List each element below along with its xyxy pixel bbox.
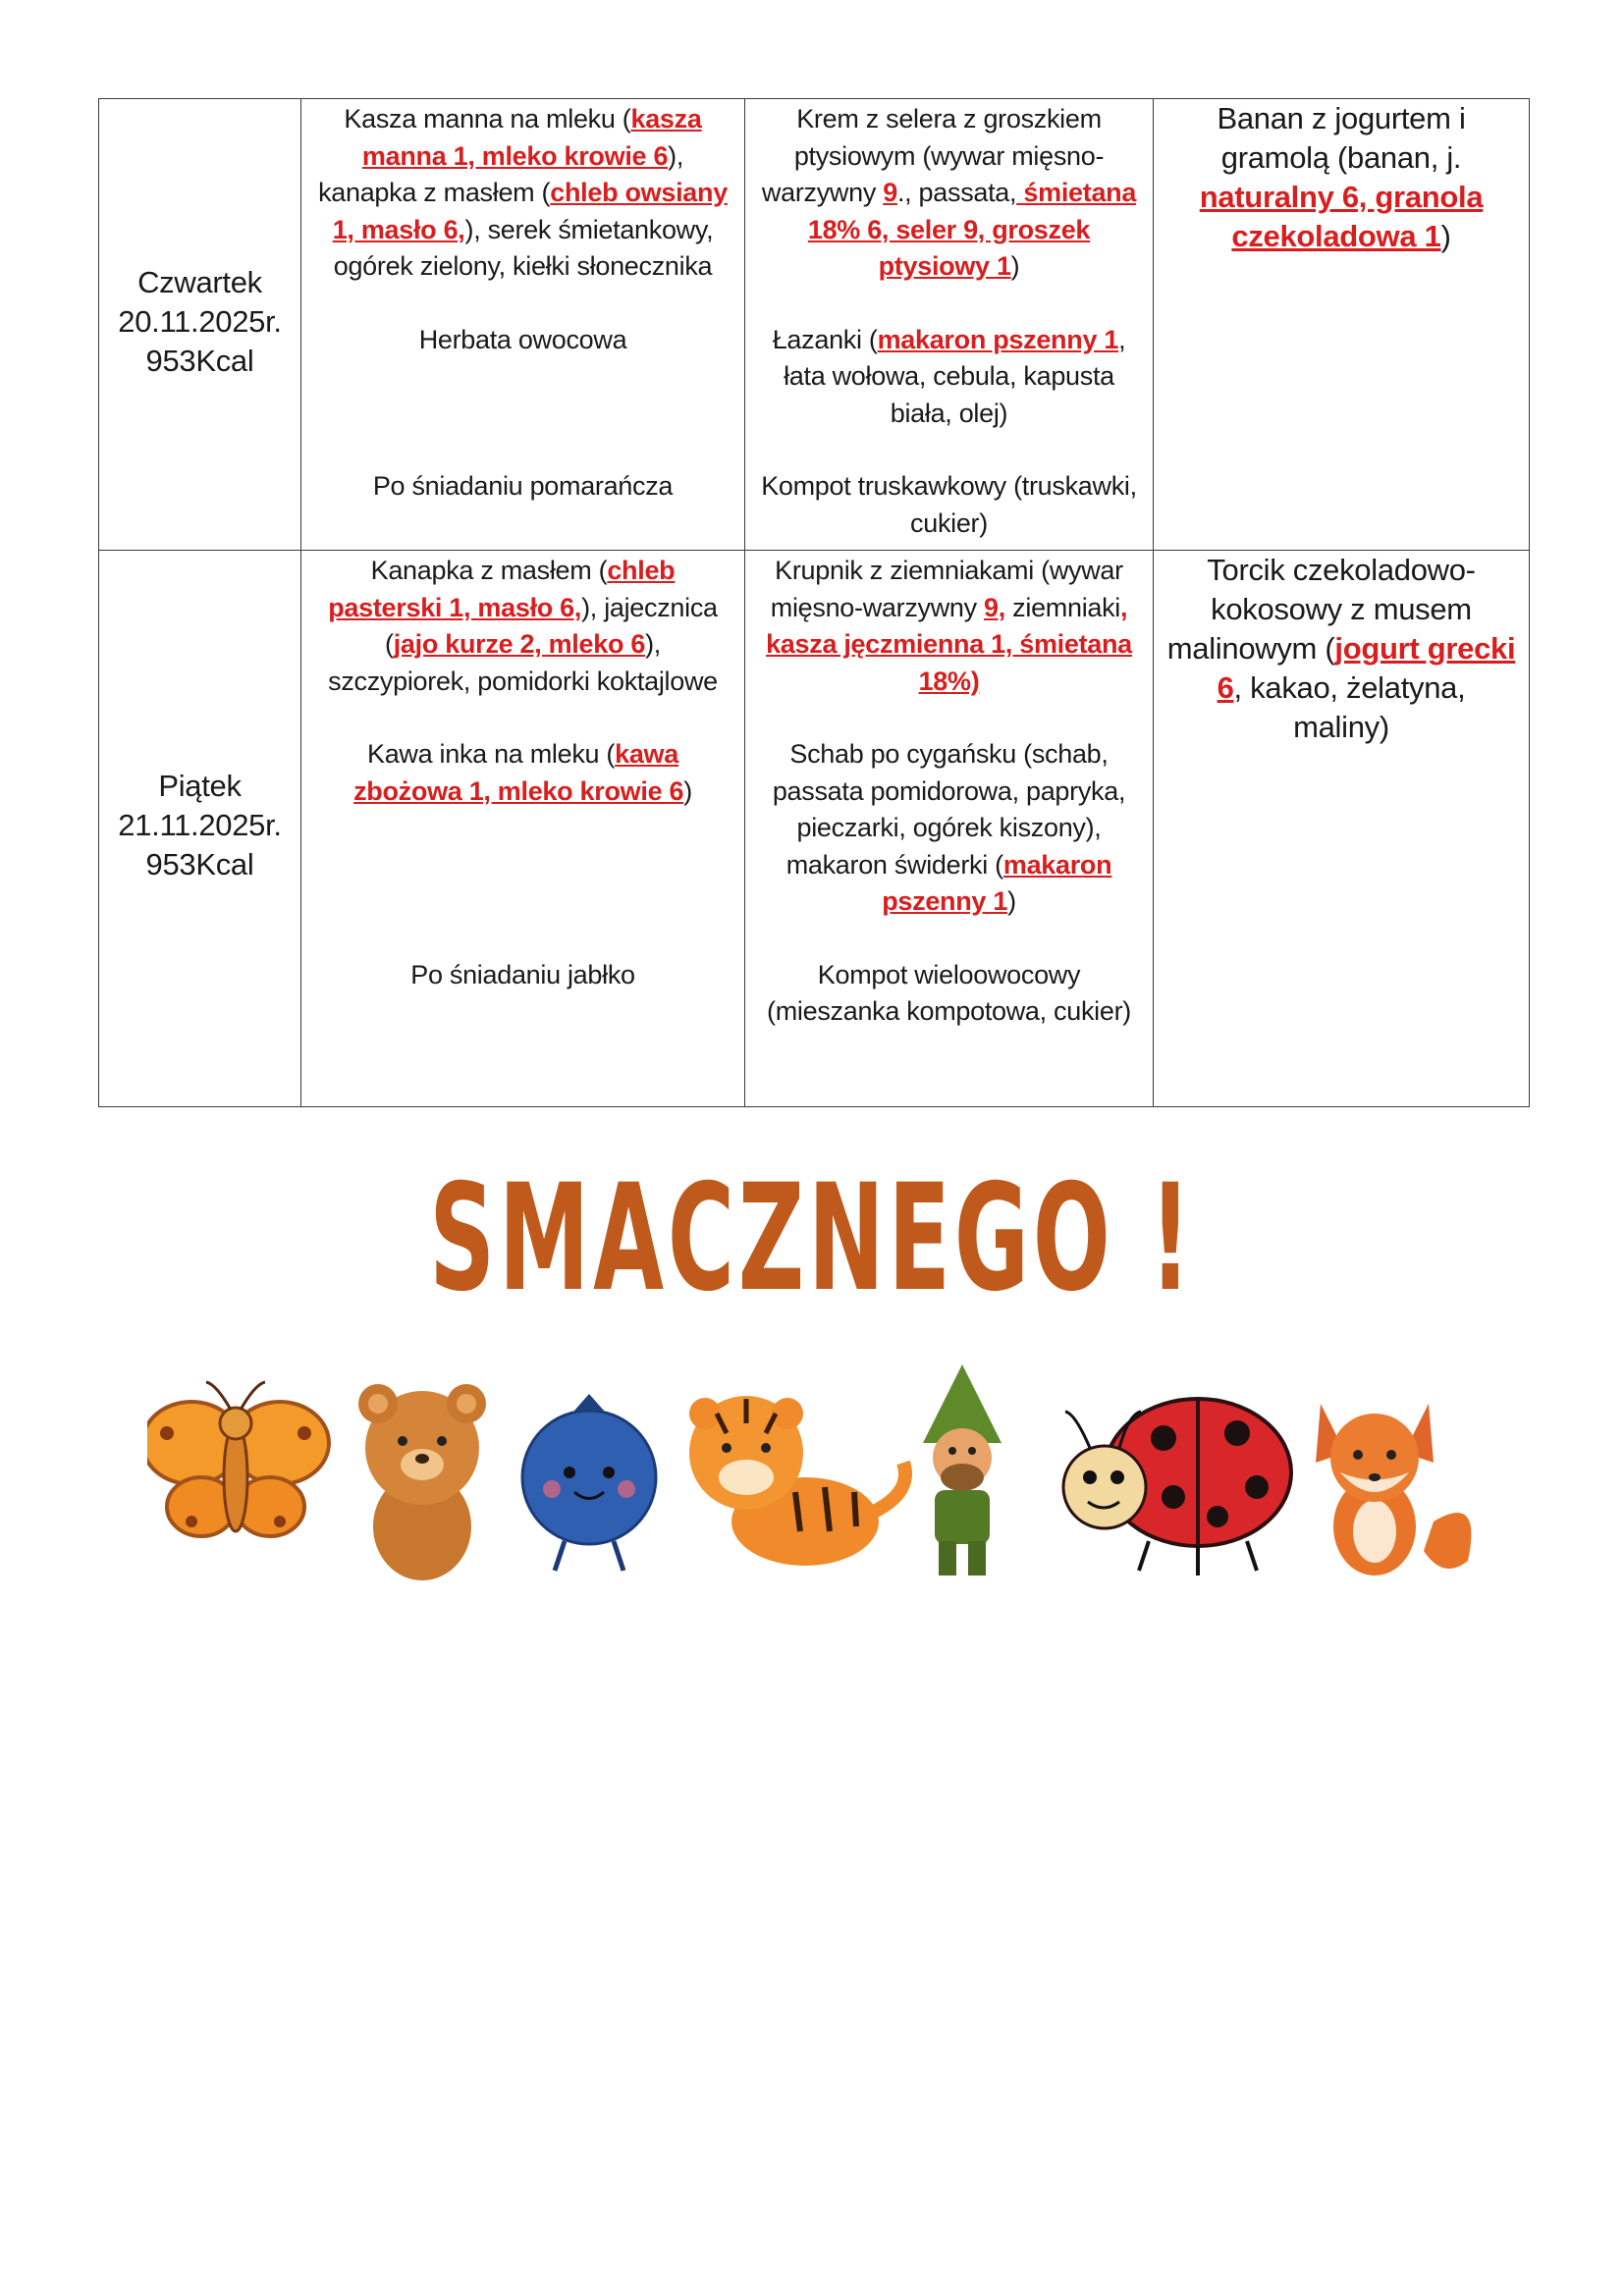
allergen-text: makaron pszenny 1 [877,324,1119,354]
after-breakfast-fruit: Po śniadaniu jabłko [410,960,635,989]
fox-icon [1316,1404,1471,1575]
day-kcal: 953Kcal [145,847,254,881]
ladybug-icon [1063,1399,1291,1575]
allergen-text: jogurt grecki 6 [1217,631,1516,705]
lunch-drink: Kompot truskawkowy (truskawki, cukier) [761,471,1137,538]
lunch-cell [745,99,1154,551]
lunch-cell [745,551,1154,1107]
after-breakfast-fruit: Po śniadaniu pomarańcza [372,471,674,501]
butterfly-icon [147,1382,329,1536]
day-name: Piątek [158,769,242,803]
breakfast-drink: Herbata owocowa [418,324,627,354]
day-cell [99,551,301,1107]
allergen-text: 9, [984,592,1005,622]
lunch-main: Łazanki (makaron pszenny 1, łata wołowa, cebula, kapusta biała, olej) [772,324,1126,428]
breakfast-cell [301,551,745,1107]
lunch-main: Schab po cygańsku (schab, passata pomidorowa, papryka, pieczarki, ogórek kiszony), makaron świderki (makaron pszenny 1) [772,739,1126,916]
snack-text: Torcik czekoladowo-kokosowy z musem malinowym (jogurt grecki 6, kakao, żelatyna, maliny) [1166,553,1516,744]
gnome-icon [923,1364,1001,1575]
menu-row-friday [99,551,1530,1107]
allergen-text: kasza manna 1, mleko krowie 6 [361,104,702,171]
bear-icon [358,1384,486,1580]
menu-row-thursday [99,99,1530,551]
allergen-text: chleb owsiany 1, masło 6, [332,178,728,244]
enjoy-meal-title: SMACZNEGO ! [429,1153,1195,1324]
breakfast-text: Kasza manna na mleku (kasza manna 1, mleko krowie 6), kanapka z masłem (chleb owsiany 1, masło 6,), serek śmietankowy, ogórek zielony, kiełki słonecznika [318,104,728,281]
lunch-soup: Krupnik z ziemniakami (wywar mięsno-warzywny 9, ziemniaki, kasza jęczmienna 1, śmietana 18%) [766,556,1132,696]
breakfast-drink: Kawa inka na mleku (kawa zbożowa 1, mleko krowie 6) [353,739,692,806]
lunch-soup: Krem z selera z groszkiem ptysiowym (wywar mięsno-warzywny 9., passata, śmietana 18% 6, seler 9, groszek ptysiowy 1) [761,104,1137,281]
menu-table [98,98,1530,1107]
day-date: 20.11.2025r. [118,303,282,339]
snack-cell [1154,99,1530,551]
day-cell [99,99,301,551]
blueberry-icon [522,1394,656,1571]
allergen-text: , kasza jęczmienna 1, śmietana 18%) [766,592,1132,696]
day-date: 21.11.2025r. [118,808,282,842]
tiger-icon [689,1396,905,1566]
animals-illustration [147,1364,1483,1590]
allergen-text: chleb pasterski 1, masło 6, [328,556,676,622]
allergen-text: kawa zbożowa 1, mleko krowie 6 [353,739,684,806]
day-name: Czwartek [137,264,262,299]
breakfast-cell [301,99,745,551]
snack-text: Banan z jogurtem i gramolą (banan, j. naturalny 6, granola czekoladowa 1) [1199,101,1484,253]
allergen-text: śmietana 18% 6, seler 9, groszek ptysiowy 1 [807,178,1137,281]
allergen-text: makaron pszenny 1 [882,849,1112,916]
allergen-text: 9 [883,178,897,207]
breakfast-text: Kanapka z masłem (chleb pasterski 1, masło 6,), jajecznica (jajo kurze 2, mleko 6), szczypiorek, pomidorki koktajlowe [328,556,718,696]
allergen-text: jajo kurze 2, mleko 6 [393,629,646,659]
snack-cell [1154,551,1530,1107]
day-kcal: 953Kcal [145,343,254,378]
lunch-drink: Kompot wieloowocowy (mieszanka kompotowa, cukier) [767,959,1131,1026]
allergen-text: naturalny 6, granola czekoladowa 1 [1199,180,1484,253]
